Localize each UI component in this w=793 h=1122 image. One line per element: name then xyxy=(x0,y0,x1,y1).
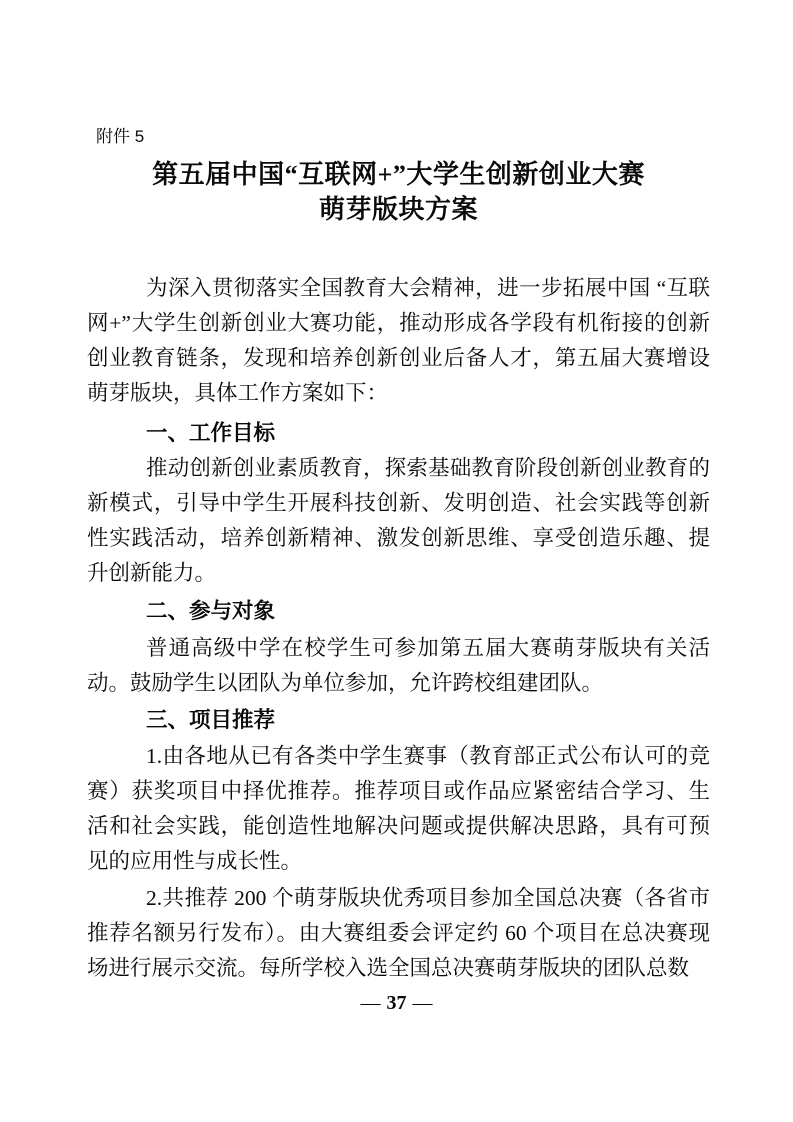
section-heading-project-recommendation: 三、项目推荐 xyxy=(146,708,276,732)
project-recommendation-paragraph-1: 1.由各地从已有各类中学生赛事（教育部正式公布认可的竞赛）获奖项目中择优推荐。推荐项目或作品应紧密结合学习、生活和社会实践，能创造性地解决问题或提供解决思路，具有可预见的应用性与成长性。 xyxy=(87,744,710,873)
section-heading-participants: 二、参与对象 xyxy=(146,599,276,623)
section-participants-paragraph: 普通高级中学在校学生可参加第五届大赛萌芽版块有关活动。鼓励学生以团队为单位参加，允许跨校组建团队。 xyxy=(87,636,710,695)
page-footer xyxy=(0,991,793,1015)
section-heading-work-goals: 一、工作目标 xyxy=(146,421,276,445)
document-title-line1: 第五届中国“互联网+”大学生创新创业大赛 xyxy=(152,160,645,189)
attachment-label: 附件 5 xyxy=(96,127,145,146)
project-recommendation-paragraph-2: 2.共推荐 200 个萌芽版块优秀项目参加全国总决赛（各省市推荐名额另行发布）。由大赛组委会评定约 60 个项目在总决赛现场进行展示交流。每所学校入选全国总决赛萌芽版块的团队总数 xyxy=(87,886,710,980)
footer-right-dash: — xyxy=(412,992,433,1014)
document-title-line2: 萌芽版块方案 xyxy=(318,195,478,224)
intro-paragraph: 为深入贯彻落实全国教育大会精神，进一步拓展中国 “互联网+”大学生创新创业大赛功能，推动形成各学段有机衔接的创新创业教育链条，发现和培养创新创业后备人才，第五届大赛增设萌芽版块，具体工作方案如下： xyxy=(87,276,710,405)
footer-left-dash: — xyxy=(360,992,381,1014)
section-work-goals-paragraph: 推动创新创业素质教育，探索基础教育阶段创新创业教育的新模式，引导中学生开展科技创新、发明创造、社会实践等创新性实践活动，培养创新精神、激发创新思维、享受创造乐趣、提升创新能力。 xyxy=(87,456,710,585)
document-title xyxy=(87,157,710,227)
page-number: 37 xyxy=(386,992,407,1014)
